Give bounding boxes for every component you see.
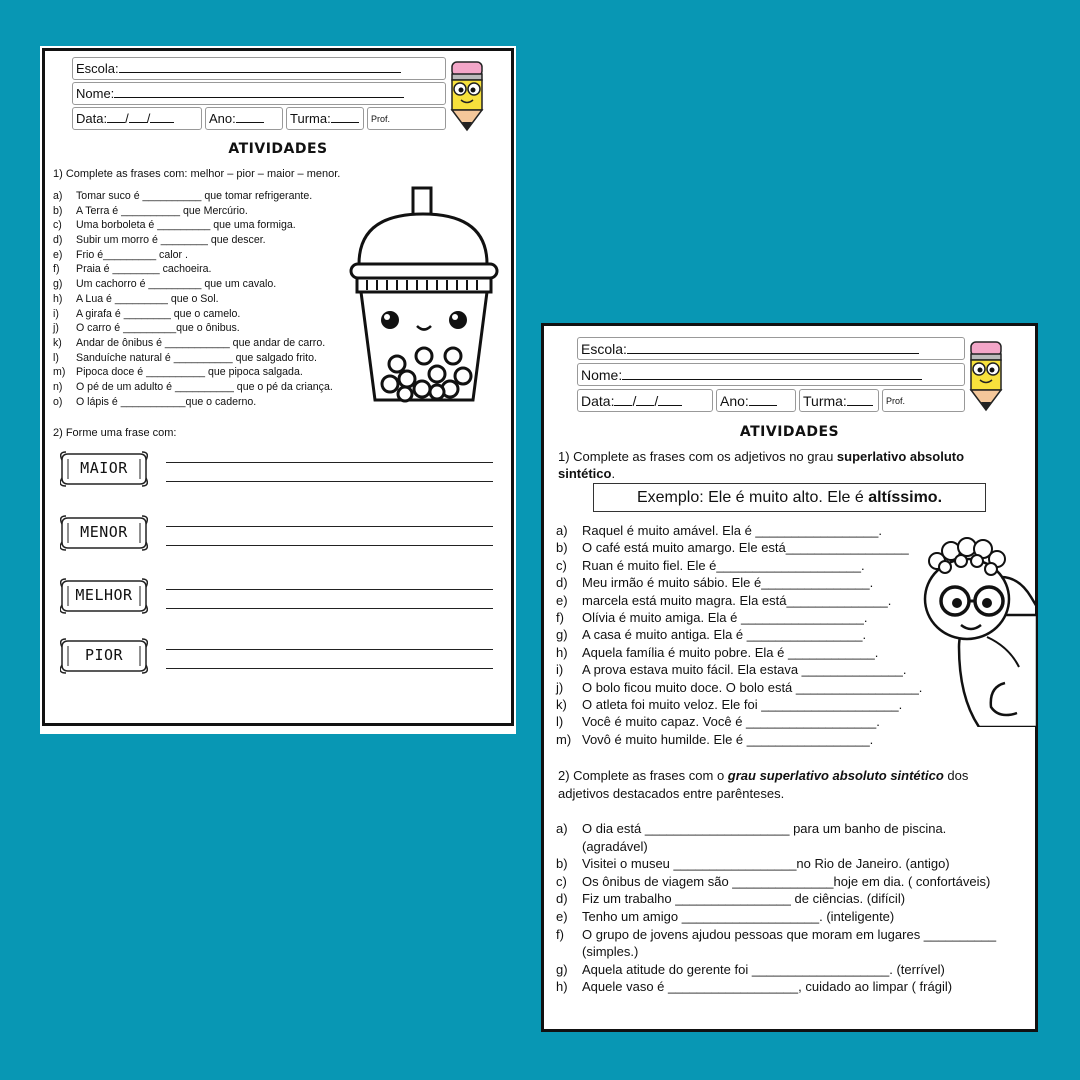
scroll-word: MENOR bbox=[80, 523, 128, 541]
data-field-2[interactable]: Data: / / bbox=[577, 389, 713, 412]
item-text: Fiz um trabalho ________________ de ciências. (difícil) bbox=[582, 891, 906, 907]
word-scroll-banner bbox=[60, 637, 148, 675]
writing-line[interactable] bbox=[166, 545, 493, 546]
item-text: (simples.) bbox=[582, 944, 639, 960]
item-marker: n) bbox=[53, 380, 63, 393]
item-text: A Terra é __________ que Mercúrio. bbox=[76, 204, 248, 217]
item-text: Andar de ônibus é ___________ que andar de carro. bbox=[76, 336, 326, 349]
item-marker: h) bbox=[556, 644, 568, 660]
item-marker: d) bbox=[556, 575, 568, 591]
item-text: Tomar suco é __________ que tomar refrigerante. bbox=[76, 190, 313, 202]
bubble-tea-icon bbox=[345, 184, 505, 406]
item-text: A prova estava muito fácil. Ela estava ______________. bbox=[582, 662, 907, 678]
data-label: Data: bbox=[76, 111, 108, 126]
item-marker: a) bbox=[53, 190, 63, 202]
item-text: Ruan é muito fiel. Ele é____________________. bbox=[582, 557, 865, 573]
item-marker: c) bbox=[53, 219, 62, 232]
item-marker: g) bbox=[53, 278, 63, 291]
escola-field-2[interactable] bbox=[577, 337, 965, 360]
ano-field[interactable] bbox=[205, 107, 283, 130]
item-marker: l) bbox=[53, 351, 59, 364]
writing-line[interactable] bbox=[166, 526, 493, 527]
item-marker: h) bbox=[556, 979, 568, 995]
item-text: A casa é muito antiga. Ela é ________________. bbox=[582, 627, 867, 643]
item-text: Subir um morro é ________ que descer. bbox=[76, 234, 266, 247]
escola-label: Escola: bbox=[76, 61, 119, 76]
data-field[interactable]: Data: / / bbox=[72, 107, 202, 130]
item-text: O dia está ____________________ para um banho de piscina. bbox=[582, 821, 947, 836]
item-marker: i) bbox=[556, 662, 564, 678]
nome-label-2: Nome: bbox=[581, 367, 623, 383]
nome-label: Nome: bbox=[76, 86, 115, 101]
worksheet-left bbox=[40, 46, 516, 734]
worksheet-title: ATIVIDADES bbox=[228, 141, 328, 157]
item-marker: e) bbox=[53, 248, 63, 261]
item-marker: g) bbox=[556, 627, 568, 643]
item-text: O atleta foi muito veloz. Ele foi ___________________. bbox=[582, 696, 903, 712]
prof-field-2[interactable] bbox=[882, 389, 965, 412]
item-text: Olívia é muito amiga. Ela é _________________. bbox=[582, 609, 868, 625]
item-marker: b) bbox=[53, 204, 63, 217]
item-marker: l) bbox=[556, 714, 564, 730]
item-marker: j) bbox=[556, 679, 564, 695]
item-marker: e) bbox=[556, 908, 568, 924]
nome-field-2[interactable] bbox=[577, 363, 965, 386]
escola-label-2: Escola: bbox=[581, 341, 627, 357]
item-text: Raquel é muito amável. Ela é _________________. bbox=[582, 523, 882, 538]
item-marker: h) bbox=[53, 292, 63, 305]
item-text: Pipoca doce é __________ que pipoca salgada. bbox=[76, 366, 303, 379]
item-text: A girafa é ________ que o camelo. bbox=[76, 307, 241, 320]
item-text: O bolo ficou muito doce. O bolo está _________________. bbox=[582, 679, 923, 695]
item-marker: m) bbox=[556, 731, 572, 747]
item-marker: b) bbox=[556, 856, 568, 872]
item-text: Visitei o museu _________________no Rio de Janeiro. (antigo) bbox=[582, 856, 950, 872]
item-marker: o) bbox=[53, 395, 63, 408]
data-label-2: Data: bbox=[581, 393, 615, 409]
nome-field[interactable] bbox=[72, 82, 446, 105]
item-marker: f) bbox=[53, 263, 60, 276]
question-1-text-2: 1) Complete as frases com os adjetivos no grau superlativo absoluto sintético. bbox=[558, 449, 965, 481]
writing-line[interactable] bbox=[166, 608, 493, 609]
worksheet-right bbox=[541, 323, 1038, 1032]
writing-line[interactable] bbox=[166, 481, 493, 482]
turma-label-2: Turma: bbox=[803, 393, 847, 409]
worksheet-title-2: ATIVIDADES bbox=[739, 424, 840, 440]
question-2-text: 2) Forme uma frase com: bbox=[53, 427, 177, 439]
scroll-word: MELHOR bbox=[75, 586, 133, 604]
item-marker: j) bbox=[53, 322, 59, 335]
item-marker: c) bbox=[556, 873, 567, 889]
item-marker: c) bbox=[556, 557, 567, 573]
pencil-mascot-icon bbox=[448, 60, 486, 132]
prof-field[interactable] bbox=[367, 107, 446, 130]
item-text: O café está muito amargo. Ele está_________________ bbox=[582, 540, 909, 556]
word-scroll-banner bbox=[60, 577, 148, 615]
item-marker: f) bbox=[556, 926, 564, 942]
item-text: Sanduíche natural é __________ que salgado frito. bbox=[76, 351, 317, 364]
item-text: Aquela família é muito pobre. Ela é ____________. bbox=[582, 644, 879, 660]
ano-label-2: Ano: bbox=[720, 393, 749, 409]
prof-label: Prof. bbox=[371, 114, 391, 124]
word-scroll-banner bbox=[60, 450, 148, 488]
item-text: (agradável) bbox=[582, 838, 648, 854]
item-text: O lápis é ___________que o caderno. bbox=[76, 395, 257, 408]
word-scroll-banner bbox=[60, 514, 148, 552]
item-marker: d) bbox=[556, 891, 568, 907]
ano-field-2[interactable] bbox=[716, 389, 796, 412]
writing-line[interactable] bbox=[166, 462, 493, 463]
item-marker: m) bbox=[53, 366, 66, 379]
item-text: Aquele vaso é __________________, cuidado ao limpar ( frágil) bbox=[582, 979, 953, 995]
pencil-mascot-icon-2 bbox=[967, 339, 1005, 413]
item-text: Os ônibus de viagem são ______________hoje em dia. ( confortáveis) bbox=[582, 873, 991, 889]
item-text: Tenho um amigo ___________________. (inteligente) bbox=[582, 908, 895, 924]
item-text: Aquela atitude do gerente foi ___________________. (terrível) bbox=[582, 961, 945, 977]
nerd-character-icon bbox=[919, 537, 1037, 727]
item-text: Meu irmão é muito sábio. Ele é_______________. bbox=[582, 575, 874, 591]
item-text: O carro é _________que o ônibus. bbox=[76, 322, 240, 335]
item-marker: a) bbox=[556, 523, 568, 538]
turma-field-2[interactable] bbox=[799, 389, 879, 412]
prof-label-2: Prof. bbox=[886, 396, 906, 406]
turma-field[interactable] bbox=[286, 107, 364, 130]
item-text: marcela está muito magra. Ela está______________. bbox=[582, 592, 892, 608]
item-text: Frio é_________ calor . bbox=[76, 248, 188, 261]
item-marker: f) bbox=[556, 609, 564, 625]
item-text: O pé de um adulto é __________ que o pé da criança. bbox=[76, 380, 333, 393]
item-marker: b) bbox=[556, 540, 568, 556]
item-marker: k) bbox=[556, 696, 567, 712]
item-marker: d) bbox=[53, 234, 63, 247]
scroll-word: PIOR bbox=[84, 646, 124, 664]
item-marker: i) bbox=[53, 307, 59, 320]
item-marker: e) bbox=[556, 592, 568, 608]
example-box: Exemplo: Ele é muito alto. Ele é altíssimo. bbox=[593, 483, 986, 512]
writing-line[interactable] bbox=[166, 649, 493, 650]
scroll-word: MAIOR bbox=[80, 459, 128, 477]
item-text: Um cachorro é _________ que um cavalo. bbox=[76, 278, 277, 291]
item-text: Você é muito capaz. Você é __________________. bbox=[582, 714, 880, 730]
item-marker: k) bbox=[53, 336, 62, 349]
item-marker: g) bbox=[556, 961, 568, 977]
item-text: A Lua é _________ que o Sol. bbox=[76, 292, 219, 305]
question-1-text: 1) Complete as frases com: melhor – pior – maior – menor. bbox=[53, 168, 341, 180]
item-text: O grupo de jovens ajudou pessoas que moram em lugares __________ bbox=[582, 926, 997, 942]
item-text: Vovô é muito humilde. Ele é _________________. bbox=[582, 731, 874, 747]
item-marker: a) bbox=[556, 821, 568, 836]
question-2-text-2: 2) Complete as frases com o grau superlativo absoluto sintético dos adjetivos destacados entre parênteses. bbox=[558, 768, 969, 801]
item-text: Praia é ________ cachoeira. bbox=[76, 263, 212, 276]
ano-label: Ano: bbox=[209, 111, 236, 126]
item-text: Uma borboleta é _________ que uma formiga. bbox=[76, 219, 296, 232]
writing-line[interactable] bbox=[166, 589, 493, 590]
writing-line[interactable] bbox=[166, 668, 493, 669]
turma-label: Turma: bbox=[290, 111, 331, 126]
escola-field[interactable] bbox=[72, 57, 446, 80]
